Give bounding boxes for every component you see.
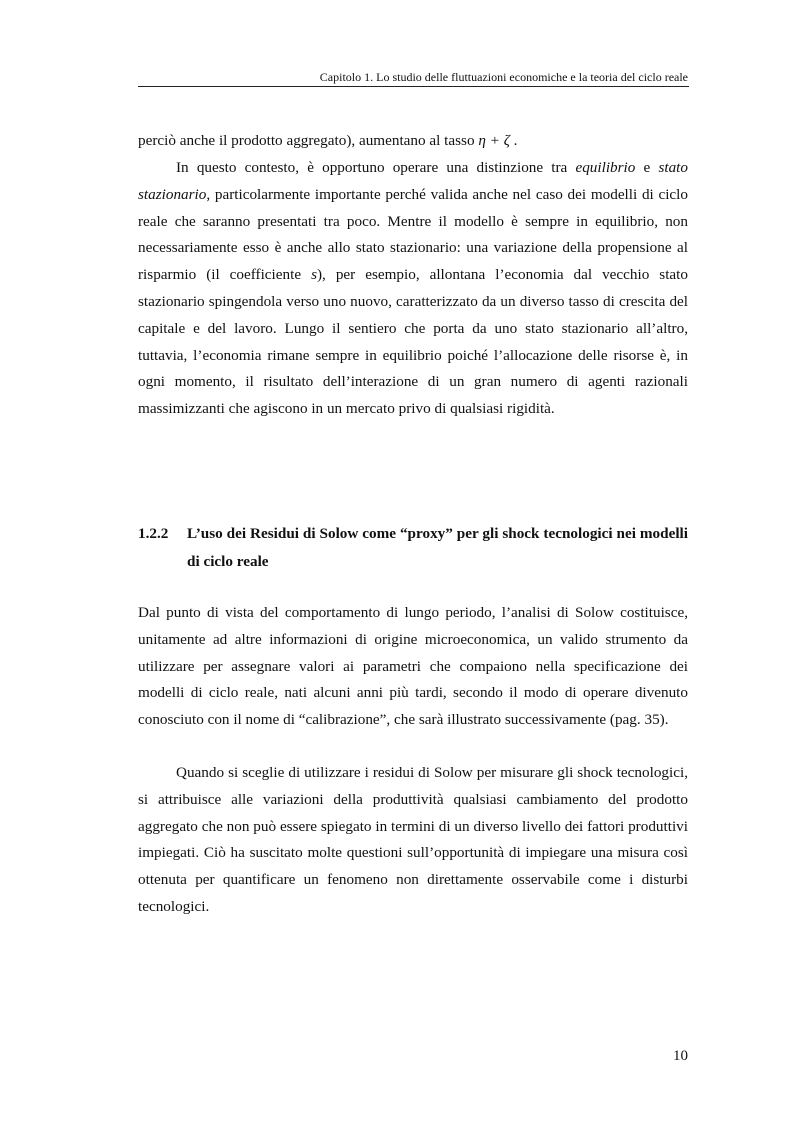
paragraph-solow-analysis: Dal punto di vista del comportamento di lungo periodo, l’analisi di Solow costituisce, unitamente ad altre informazioni di origine microeconomica, un valido strumento da utilizzare per assegnare valori ai parametri che compaiono nella specificazione dei modelli di ciclo reale, nati alcuni anni più tardi, secondo il modo di operare divenuto conosciuto con il nome di “calibrazione”, che sarà illustrato successivamente (pag. 35). (138, 604, 688, 729)
term-coefficient-s: s (311, 266, 317, 284)
paragraph-text: perciò anche il prodotto aggregato), aumentano al tasso (138, 132, 479, 149)
header-rule (138, 86, 689, 87)
term-equilibrio: equilibrio (575, 159, 636, 176)
section-number: 1.2.2 (138, 525, 169, 542)
section-heading (138, 520, 688, 576)
section-title: L’uso dei Residui di Solow come “proxy” per gli shock tecnologici nei modelli di ciclo reale (187, 525, 688, 570)
paragraph-text: , particolarmente importante perché valida anche nel caso dei modelli di ciclo reale che saranno presentati tra poco. Mentre il modello è sempre in equilibrio, non necessariamente esso è anche allo stato stazionario: una variazione della propensione al risparmio (il coefficiente (138, 185, 688, 284)
paragraph-text: In questo contesto, è opportuno operare una distinzione tra (176, 159, 576, 176)
page-number: 10 (673, 1048, 688, 1064)
paragraph-text: ), per esempio, allontana l’economia dal vecchio stato stazionario spingendola verso uno nuovo, caratterizzato da un diverso tasso di crescita del capitale e del lavoro. Lungo il sentiero che porta da uno stato stazionario all’altro, tuttavia, l’economia rimane sempre in equilibrio poiché l’allocazione delle risorse è, in ogni momento, il risultato dell’interazione di un gran numero di agenti razionali massimizzanti che agiscono in un mercato privo di qualsiasi rigidità. (138, 266, 688, 418)
paragraph-solow-residuals: Quando si sceglie di utilizzare i residui di Solow per misurare gli shock tecnologici, si attribuisce alle variazioni della produttività qualsiasi cambiamento del prodotto aggregato che non può essere spiegato in termini di un diverso livello dei fattori produttivi impiegati. Ciò ha suscitato molte questioni sull’opportunità di impiegare una misura così ottenuta per quantificare un fenomeno non direttamente osservabile come i disturbi tecnologici. (138, 764, 688, 915)
paragraph-continuation (138, 128, 688, 155)
paragraph-equilibrium (138, 155, 688, 423)
growth-rate-formula: η + ζ (478, 132, 510, 149)
paragraph-end: . (509, 132, 518, 149)
term-stato-stazionario: stato stazionario (138, 159, 688, 203)
paragraph-text: e (635, 159, 659, 176)
running-header: Capitolo 1. Lo studio delle fluttuazioni economiche e la teoria del ciclo reale (319, 70, 688, 84)
